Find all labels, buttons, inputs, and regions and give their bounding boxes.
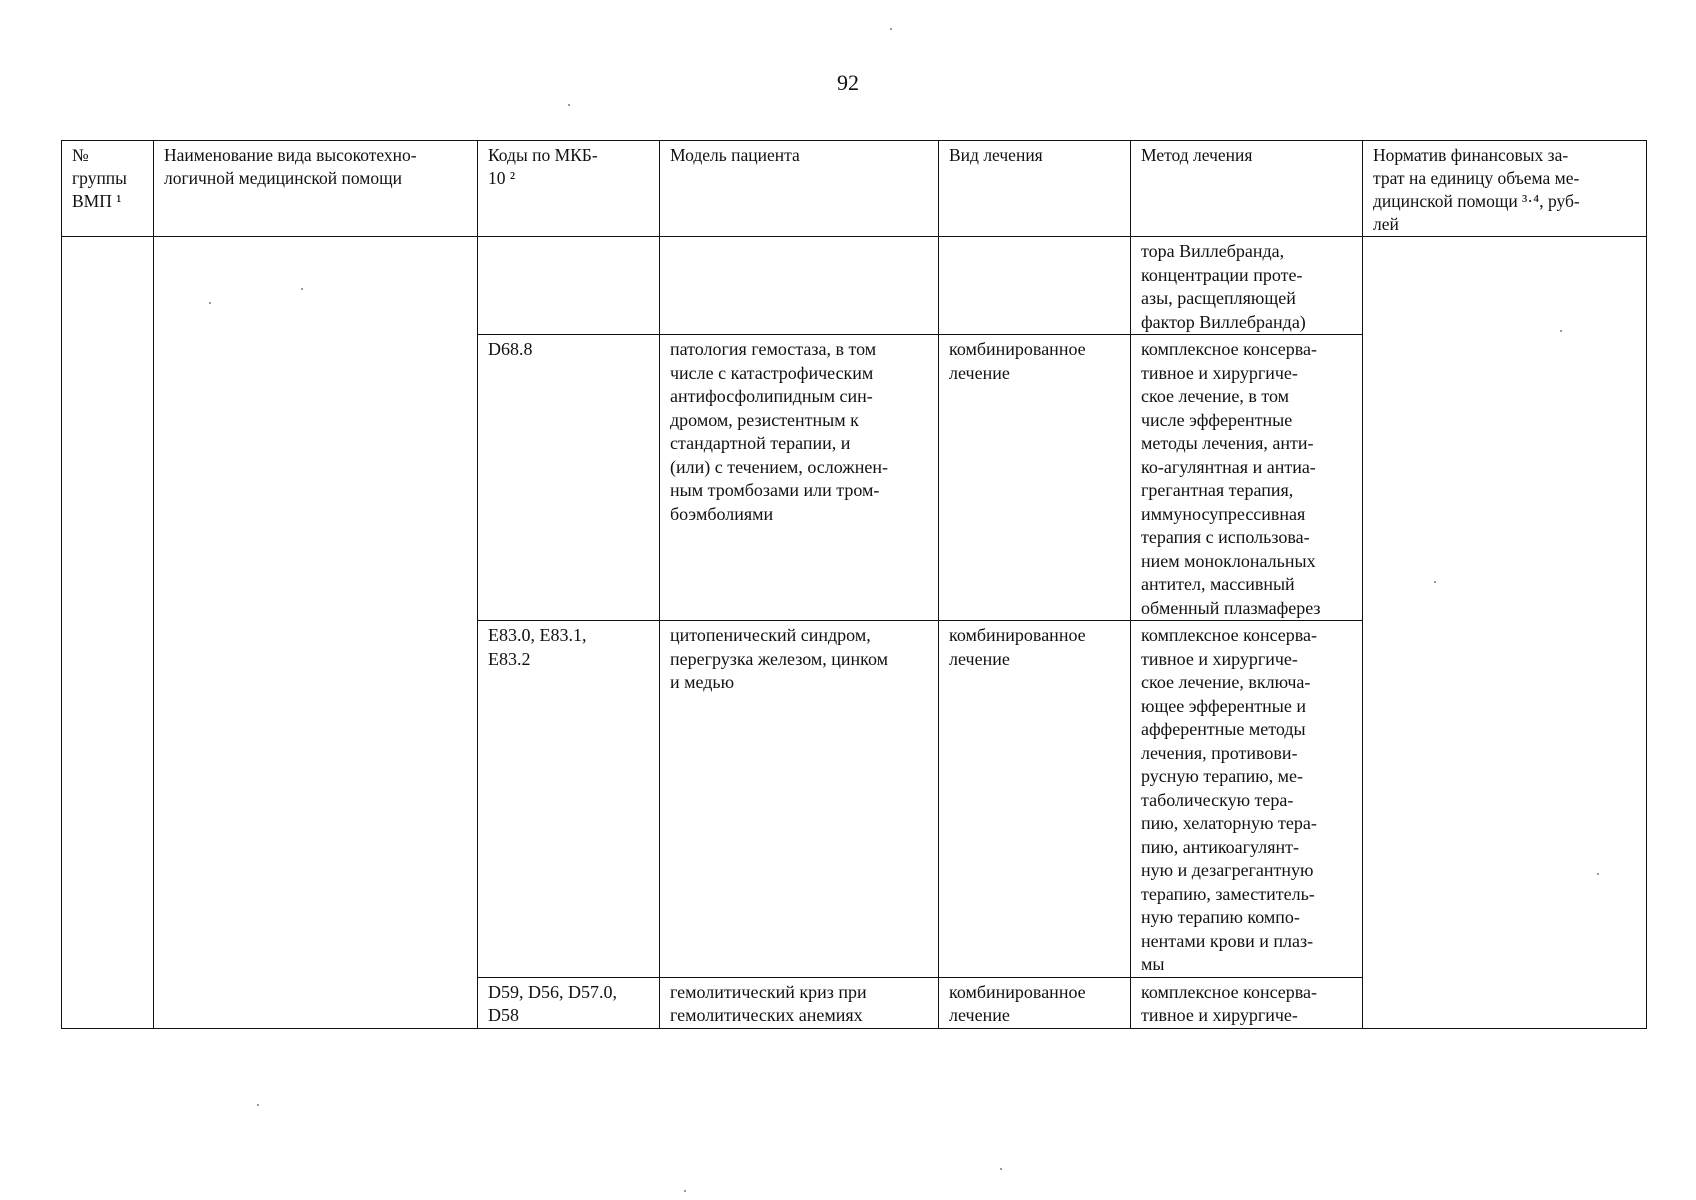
page-number: 92 — [837, 70, 859, 95]
header-treatment-type: Вид лечения — [939, 141, 1131, 237]
cell-cost-standard — [1363, 237, 1647, 1029]
cell-treatment-type: комбинированное лечение — [939, 335, 1131, 621]
scan-speck — [1000, 1168, 1002, 1170]
cell-icd-codes — [478, 237, 660, 335]
cell-icd-codes: D68.8 — [478, 335, 660, 621]
header-cost-standard: Норматив финансовых за- трат на единицу объема ме- дицинской помощи ³·⁴, руб- лей — [1363, 141, 1647, 237]
scan-speck — [301, 288, 303, 290]
scan-speck — [1597, 873, 1599, 875]
header-icd-codes: Коды по МКБ- 10 ² — [478, 141, 660, 237]
cell-icd-codes: E83.0, E83.1, E83.2 — [478, 621, 660, 978]
cell-patient-model: патология гемостаза, в том числе с катастрофическим антифосфолипидным син- дромом, резистентным к стандартной терапии, и (или) с течением, осложнен- ным тромбозами или тром- боэмболиями — [660, 335, 939, 621]
header-treatment-method: Метод лечения — [1131, 141, 1363, 237]
cell-group-number — [62, 237, 154, 1029]
scan-speck — [257, 1104, 259, 1106]
cell-icd-codes: D59, D56, D57.0, D58 — [478, 977, 660, 1028]
cell-treatment-type — [939, 237, 1131, 335]
cell-treatment-method: комплексное консерва- тивное и хирургиче- ское лечение, в том числе эфферентные методы лечения, анти- ко-агулянтная и антиа- грегантная терапия, иммуносупрессивная терапия с использова- нием моноклональных антител, массивный обменный плазмаферез — [1131, 335, 1363, 621]
cell-patient-model: гемолитический криз при гемолитических анемиях — [660, 977, 939, 1028]
scan-speck — [1560, 330, 1562, 332]
header-care-type-name: Наименование вида высокотехно- логичной медицинской помощи — [154, 141, 478, 237]
cell-treatment-method: комплексное консерва- тивное и хирургиче- ское лечение, включа- ющее эфферентные и афферентные методы лечения, противови- русную терапию, ме- таболическую тера- пию, хелаторную тера- пию, антикоагулянт- ную и дезагрегантную терапию, заместитель- ную терапию компо- нентами крови и плаз- мы — [1131, 621, 1363, 978]
scan-speck — [209, 302, 211, 304]
cell-treatment-type: комбинированное лечение — [939, 977, 1131, 1028]
scan-speck — [890, 28, 892, 30]
scan-speck — [568, 104, 570, 106]
cell-care-type-name — [154, 237, 478, 1029]
table-row — [62, 237, 1647, 335]
cell-treatment-method: тора Виллебранда, концентрации проте- азы, расщепляющей фактор Виллебранда) — [1131, 237, 1363, 335]
cell-patient-model — [660, 237, 939, 335]
scan-speck — [684, 1190, 686, 1192]
vmp-table — [61, 140, 1647, 1029]
cell-patient-model: цитопенический синдром, перегрузка железом, цинком и медью — [660, 621, 939, 978]
header-patient-model: Модель пациента — [660, 141, 939, 237]
scan-speck — [1434, 581, 1436, 583]
cell-treatment-method: комплексное консерва- тивное и хирургиче- — [1131, 977, 1363, 1028]
cell-treatment-type: комбинированное лечение — [939, 621, 1131, 978]
table-header-row — [62, 141, 1647, 237]
header-group-number: № группы ВМП ¹ — [62, 141, 154, 237]
